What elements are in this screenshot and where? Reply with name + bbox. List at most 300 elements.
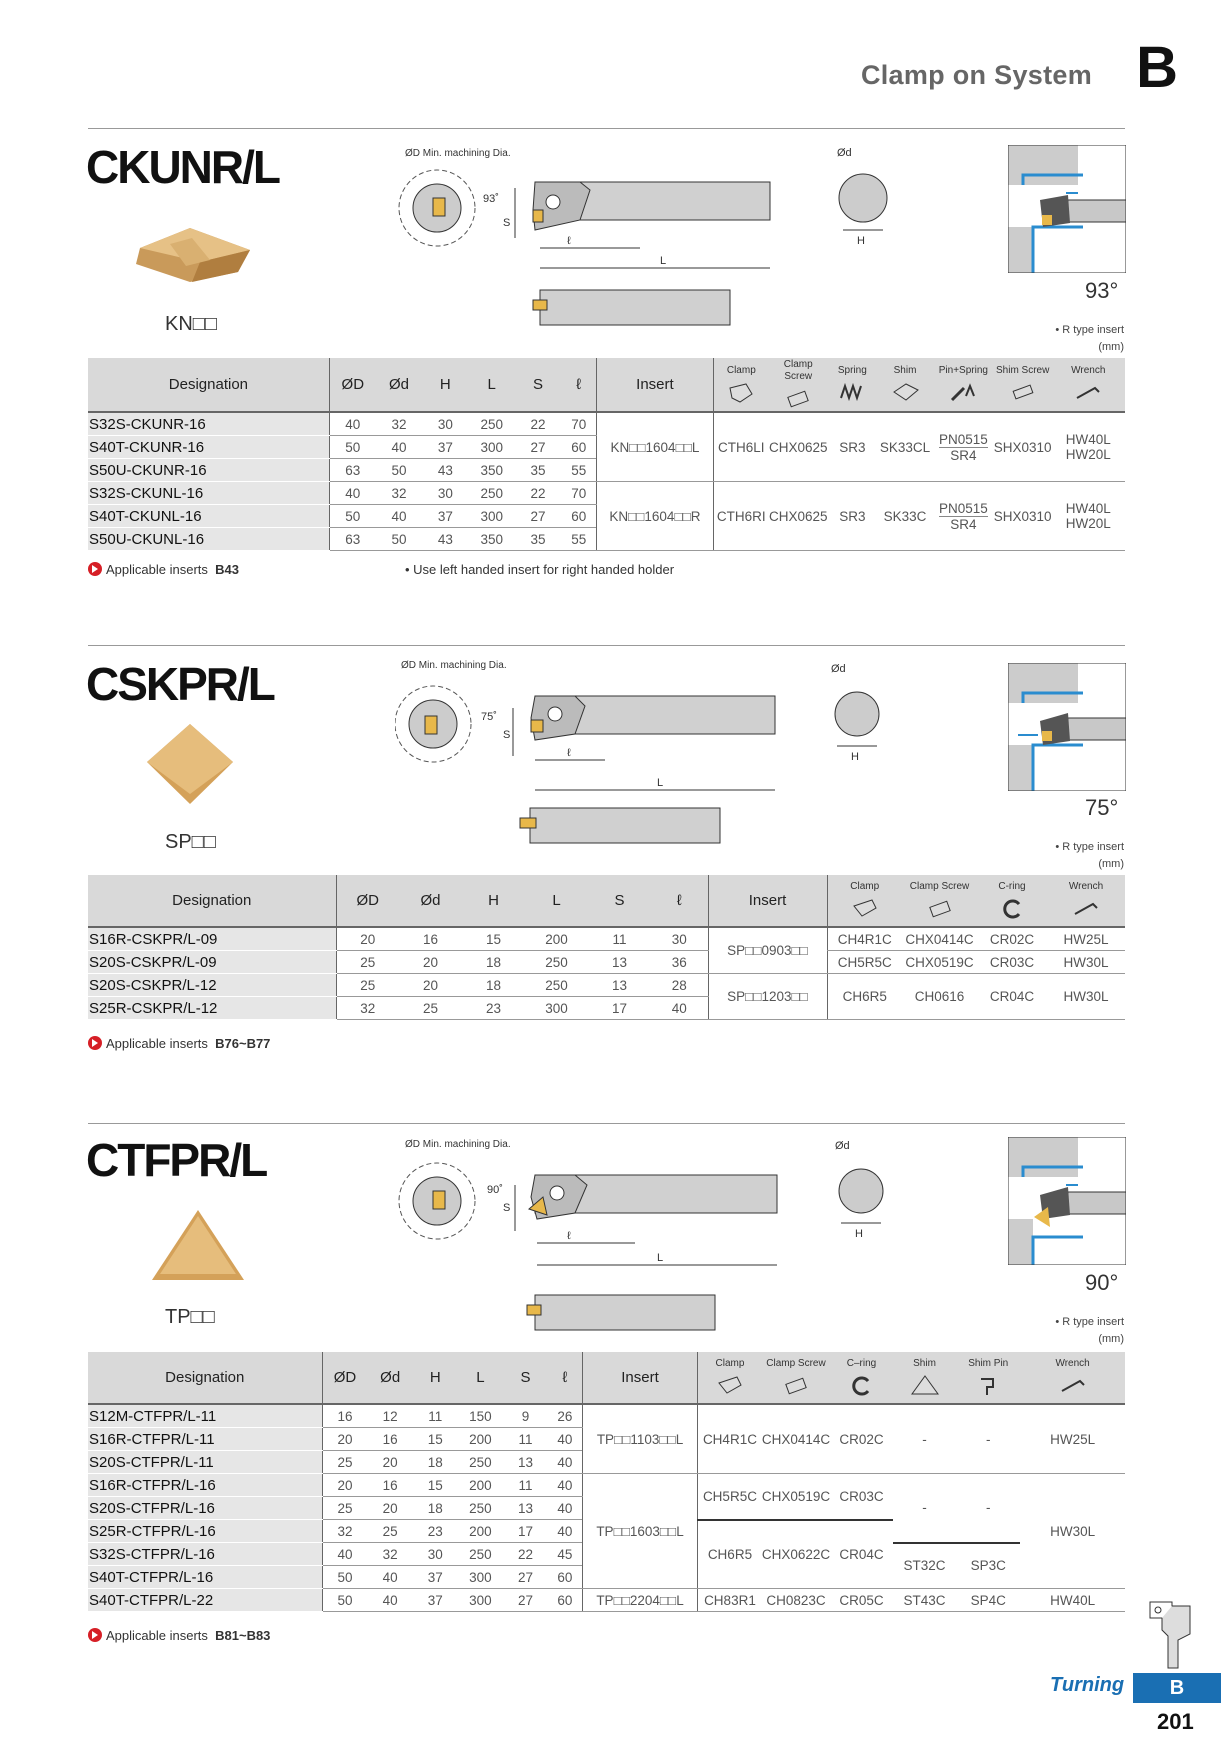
col-insert: Insert [597,358,713,412]
table-cell: CR03C [977,951,1047,974]
clamp-icon [850,896,880,920]
table-cell: CHX0625 [769,412,828,482]
table-cell: 16 [399,927,462,951]
insert-code: TP□□ [165,1306,215,1328]
table-cell: CR02C [977,927,1047,951]
table-cell: 30 [422,412,468,436]
table-cell: CR05C [830,1589,893,1612]
table-cell: HW25L [1020,1404,1125,1474]
table-cell: CH5R5C [698,1474,762,1520]
acc-clamp-screw: Clamp Screw [783,359,813,382]
table-cell: 200 [458,1474,503,1497]
table-cell: - [956,1474,1020,1543]
table-cell: 20 [368,1497,413,1520]
table-cell: 16 [368,1428,413,1451]
handedness-note: • Use left handed insert for right handed holder [405,562,675,577]
table-cell: 50 [376,528,422,551]
table-cell: 11 [588,927,651,951]
table-cell: 60 [561,505,597,528]
table-cell: 20 [399,951,462,974]
shim-icon [910,1373,940,1397]
table-row [88,927,1125,951]
designation-cell: S20S-CTFPR/L-16 [88,1497,322,1520]
table-cell: 37 [422,436,468,459]
column-header [933,358,994,412]
section-title: CSKPR/L [86,658,274,710]
table-cell: 55 [561,459,597,482]
table-cell: 18 [462,951,525,974]
table-cell: 150 [458,1404,503,1428]
col-phi-d: Ød [376,358,422,412]
arrow-circle-icon [88,562,102,576]
table-cell: SP3C [956,1543,1020,1589]
designation-cell: S16R-CSKPR/L-09 [88,927,336,951]
phi-d-label: Ød [831,663,846,675]
designation-cell: S16R-CTFPR/L-11 [88,1428,322,1451]
table-cell: 25 [336,951,399,974]
table-cell: CH83R1 [698,1589,762,1612]
table-cell: 70 [561,482,597,505]
designation-cell: S12M-CTFPR/L-11 [88,1404,322,1428]
table-cell: 22 [515,412,561,436]
column-header: Shim Pin [956,1352,1020,1404]
column-header: ØD [336,875,399,927]
table-cell: CR04C [830,1520,893,1589]
approach-angle: 93° [1085,278,1119,303]
table-cell: ST43C [893,1589,956,1612]
table-cell: CR02C [830,1404,893,1474]
section-divider [88,1123,1125,1124]
spring-icon [837,380,867,404]
designation-cell: S16R-CTFPR/L-16 [88,1474,322,1497]
table-cell: 250 [525,951,588,974]
L-label: L [660,255,667,267]
sp-insert-image [145,722,235,812]
screw-icon [781,1373,811,1397]
table-cell: SK33C [877,482,933,551]
table-cell: 13 [503,1451,548,1474]
H-label: H [851,751,859,763]
table-cell: 300 [468,436,514,459]
H-label: H [855,1228,863,1240]
table-cell: 25 [322,1451,368,1474]
table-cell: SR3 [828,412,878,482]
table-cell: 18 [413,1451,458,1474]
table-cell: 40 [651,997,708,1020]
screw-icon [925,896,955,920]
table-cell: 32 [376,482,422,505]
table-row [88,1474,1125,1497]
table-cell: 27 [503,1566,548,1589]
table-cell: 15 [462,927,525,951]
table-cell: - [893,1404,956,1474]
clamp-icon [715,1373,745,1397]
table-cell: HW40L [1020,1589,1125,1612]
table-cell: 26 [548,1404,583,1428]
wrench-icon [1073,380,1103,404]
boring-sketch-90 [1008,1137,1126,1265]
ctfpr-dimension-drawing [395,1135,915,1340]
table-cell: 250 [458,1497,503,1520]
table-cell: 15 [413,1474,458,1497]
table-cell: HW30L [1047,951,1125,974]
table-cell: 17 [503,1520,548,1543]
table-cell: TP□□1603□□L [582,1474,697,1589]
table-cell: CHX0519C [902,951,977,974]
table-cell: CHX0625 [769,482,828,551]
applicable-inserts-link[interactable]: Applicable inserts B81~B83 [88,1628,270,1643]
spec-table-cskpr [88,875,1125,1020]
table-cell: PN0515 SR4 [933,412,994,482]
table-cell: 11 [413,1404,458,1428]
approach-angle: 90° [1085,1270,1119,1295]
page-header-letter: B [1136,35,1178,100]
table-cell: 20 [399,974,462,997]
table-cell: 40 [548,1451,583,1474]
table-cell: 18 [462,974,525,997]
table-cell: - [956,1404,1020,1474]
column-header: Ød [368,1352,413,1404]
H-label: H [857,235,865,247]
column-header [994,358,1052,412]
table-cell: CH4R1C [698,1404,762,1474]
footer-section-tab[interactable]: B [1133,1673,1221,1703]
table-cell: 43 [422,528,468,551]
table-cell: 40 [329,482,376,505]
table-cell: 20 [322,1474,368,1497]
table-cell: 200 [458,1428,503,1451]
table-cell: 20 [336,927,399,951]
designation-cell: S25R-CSKPR/L-12 [88,997,336,1020]
approach-angle: 75° [1085,795,1119,820]
table-cell: CTH6LI [713,412,769,482]
arrow-circle-icon [88,1628,102,1642]
table-cell: CHX0414C [902,927,977,951]
table-cell: 63 [329,528,376,551]
table-cell: 300 [468,505,514,528]
l-label: ℓ [567,235,571,247]
kn-insert-image [130,220,260,290]
table-cell: 40 [548,1497,583,1520]
shim-screw-icon [1008,380,1038,404]
table-cell: 27 [515,505,561,528]
section-title: CKUNR/L [86,141,279,193]
designation-cell: S20S-CSKPR/L-12 [88,974,336,997]
section-title: CTFPR/L [86,1134,267,1186]
table-cell: 32 [376,412,422,436]
column-header: C–ring [830,1352,893,1404]
table-cell: KN□□1604□□R [597,482,713,551]
table-cell: 20 [322,1428,368,1451]
table-cell: 40 [329,412,376,436]
designation-cell: S50U-CKUNL-16 [88,528,329,551]
acc-wrench: Wrench [1071,365,1106,376]
table-cell: 32 [336,997,399,1020]
column-header: ØD [322,1352,368,1404]
applicable-inserts-link[interactable]: Applicable inserts B76~B77 [88,1036,270,1051]
table-cell: SR3 [828,482,878,551]
table-cell: 250 [458,1543,503,1566]
table-cell: 300 [458,1566,503,1589]
column-header: H [462,875,525,927]
column-header: Designation [88,875,336,927]
table-cell: 37 [413,1589,458,1612]
column-header [828,358,878,412]
table-cell: SK33CL [877,412,933,482]
table-cell: 9 [503,1404,548,1428]
page-number: 201 [1157,1709,1194,1734]
acc-clamp: Clamp [726,365,756,376]
pin-spring-icon [948,380,978,404]
screw-icon [783,386,813,410]
table-cell: TP□□1103□□L [582,1404,697,1474]
table-cell: 300 [525,997,588,1020]
column-header: C-ring [977,875,1047,927]
table-cell: CR04C [977,974,1047,1020]
table-cell: 60 [561,436,597,459]
l-label: ℓ [567,747,571,759]
s-label: S [503,217,511,229]
table-cell: 23 [462,997,525,1020]
table-header-row [88,358,1125,412]
s-label: S [503,729,511,741]
table-cell: 40 [376,436,422,459]
angle-label: 90˚ [487,1184,503,1196]
column-header: Insert [582,1352,697,1404]
r-type-note: • R type insert (mm) [1055,841,1124,870]
turning-tool-icon [1148,1600,1194,1670]
table-cell: 25 [336,974,399,997]
table-cell: 37 [413,1566,458,1589]
table-cell: 200 [458,1520,503,1543]
table-cell: 350 [468,459,514,482]
designation-cell: S20S-CSKPR/L-09 [88,951,336,974]
table-cell: 17 [588,997,651,1020]
table-cell: 43 [422,459,468,482]
table-cell: 63 [329,459,376,482]
r-type-note: • R type insert (mm) [1055,324,1124,353]
table-cell: 16 [322,1404,368,1428]
table-cell: SP4C [956,1589,1020,1612]
designation-cell: S32S-CKUNR-16 [88,412,329,436]
wrench-icon [1058,1373,1088,1397]
min-dia-label: ØD Min. machining Dia. [401,660,507,671]
table-cell: 30 [651,927,708,951]
designation-cell: S40T-CKUNL-16 [88,505,329,528]
insert-code: SP□□ [165,831,216,853]
column-header: L [525,875,588,927]
table-cell: CH0616 [902,974,977,1020]
table-cell: PN0515 SR4 [933,482,994,551]
table-row [88,974,1125,997]
s-label: S [503,1202,511,1214]
column-header: ℓ [548,1352,583,1404]
table-cell: CH5R5C [827,951,902,974]
table-cell: 30 [413,1543,458,1566]
shim-pin-icon [973,1373,1003,1397]
table-cell: 40 [376,505,422,528]
acc-spring: Spring [837,365,867,376]
column-header: Clamp Screw [902,875,977,927]
table-cell: 40 [548,1520,583,1543]
table-cell: 22 [503,1543,548,1566]
table-cell: 13 [588,951,651,974]
phi-d-label: Ød [837,147,852,159]
ckunr-dimension-drawing [395,140,915,350]
column-header: ℓ [651,875,708,927]
column-header: S [503,1352,548,1404]
L-label: L [657,1252,664,1264]
table-cell: 250 [458,1451,503,1474]
table-cell: 13 [588,974,651,997]
col-designation: Designation [88,358,329,412]
tp-insert-image [150,1208,246,1284]
table-cell: 25 [399,997,462,1020]
table-cell: 60 [548,1589,583,1612]
column-header: Clamp [698,1352,762,1404]
table-cell: 27 [515,436,561,459]
table-cell: 350 [468,528,514,551]
column-header [877,358,933,412]
table-cell: ST32C [893,1543,956,1589]
col-l: ℓ [561,358,597,412]
table-cell: 11 [503,1474,548,1497]
table-cell: 250 [468,482,514,505]
col-phi-D: ØD [329,358,376,412]
spec-table-ctfpr [88,1352,1125,1612]
designation-cell: S40T-CTFPR/L-22 [88,1589,322,1612]
col-H: H [422,358,468,412]
column-header: Shim [893,1352,956,1404]
table-cell: 50 [376,459,422,482]
designation-cell: S32S-CKUNL-16 [88,482,329,505]
column-header [713,358,769,412]
table-cell: CH6R5 [827,974,902,1020]
table-cell: 200 [525,927,588,951]
c-ring-icon [997,896,1027,920]
table-cell: 50 [322,1589,368,1612]
table-cell: HW25L [1047,927,1125,951]
designation-cell: S40T-CTFPR/L-16 [88,1566,322,1589]
table-cell: 32 [322,1520,368,1543]
table-cell: 12 [368,1404,413,1428]
table-cell: 50 [322,1566,368,1589]
table-row [88,1589,1125,1612]
table-cell: HW40L HW20L [1052,482,1125,551]
table-row [88,951,1125,974]
shim-icon [890,380,920,404]
table-cell: 23 [413,1520,458,1543]
table-cell: 32 [368,1543,413,1566]
table-cell: 22 [515,482,561,505]
table-row [88,412,1125,436]
table-cell: 70 [561,412,597,436]
table-cell: SHX0310 [994,412,1052,482]
column-header [769,358,828,412]
acc-shim: Shim [893,365,917,376]
designation-cell: S50U-CKUNR-16 [88,459,329,482]
wrench-icon [1071,896,1101,920]
table-row [88,482,1125,505]
table-cell: 16 [368,1474,413,1497]
table-cell: TP□□2204□□L [582,1589,697,1612]
table-header-row [88,875,1125,927]
arrow-circle-icon [88,1036,102,1050]
col-L: L [468,358,514,412]
min-dia-label: ØD Min. machining Dia. [405,148,511,159]
column-header: L [458,1352,503,1404]
angle-label: 93˚ [483,193,499,205]
r-type-note: • R type insert (mm) [1055,1316,1124,1345]
column-header: Insert [708,875,827,927]
table-cell: 40 [548,1428,583,1451]
table-cell: 28 [651,974,708,997]
table-cell: 250 [525,974,588,997]
footer-section-label: Turning [1050,1674,1125,1696]
table-cell: 45 [548,1543,583,1566]
table-cell: 20 [368,1451,413,1474]
table-cell: HW30L [1047,974,1125,1020]
table-cell: HW30L [1020,1474,1125,1589]
table-cell: CHX0414C [762,1404,830,1474]
table-cell: 13 [503,1497,548,1520]
table-cell: 300 [458,1589,503,1612]
table-cell: SP□□1203□□ [708,974,827,1020]
applicable-inserts-link[interactable]: Applicable inserts B43 [88,562,239,577]
table-cell: 40 [322,1543,368,1566]
table-cell: 250 [468,412,514,436]
table-cell: CH6R5 [698,1520,762,1589]
L-label: L [657,777,664,789]
boring-sketch-93 [1008,145,1126,273]
table-cell: CHX0622C [762,1520,830,1589]
page-header-title: Clamp on System [860,60,1092,90]
spec-table-ckunr [88,358,1125,551]
table-cell: SHX0310 [994,482,1052,551]
table-cell: 35 [515,459,561,482]
table-cell: 40 [548,1474,583,1497]
table-header-row [88,1352,1125,1404]
table-cell: 27 [503,1589,548,1612]
phi-d-label: Ød [835,1140,850,1152]
table-cell: 50 [329,436,376,459]
column-header: Designation [88,1352,322,1404]
table-cell: CR03C [830,1474,893,1520]
table-cell: CTH6RI [713,482,769,551]
designation-cell: S40T-CKUNR-16 [88,436,329,459]
column-header [1052,358,1125,412]
table-cell: 15 [413,1428,458,1451]
table-cell: CH4R1C [827,927,902,951]
table-cell: 50 [329,505,376,528]
column-header: S [588,875,651,927]
table-cell: 11 [503,1428,548,1451]
column-header: Clamp [827,875,902,927]
table-cell: 35 [515,528,561,551]
designation-cell: S20S-CTFPR/L-11 [88,1451,322,1474]
l-label: ℓ [567,1230,571,1242]
table-row [88,1404,1125,1428]
table-cell: CH0823C [762,1589,830,1612]
min-dia-label: ØD Min. machining Dia. [405,1139,511,1150]
table-cell: 60 [548,1566,583,1589]
table-cell: 40 [368,1589,413,1612]
table-cell: 37 [422,505,468,528]
column-header: Ød [399,875,462,927]
section-divider [88,645,1125,646]
table-cell: 40 [368,1566,413,1589]
table-cell: - [893,1474,956,1543]
